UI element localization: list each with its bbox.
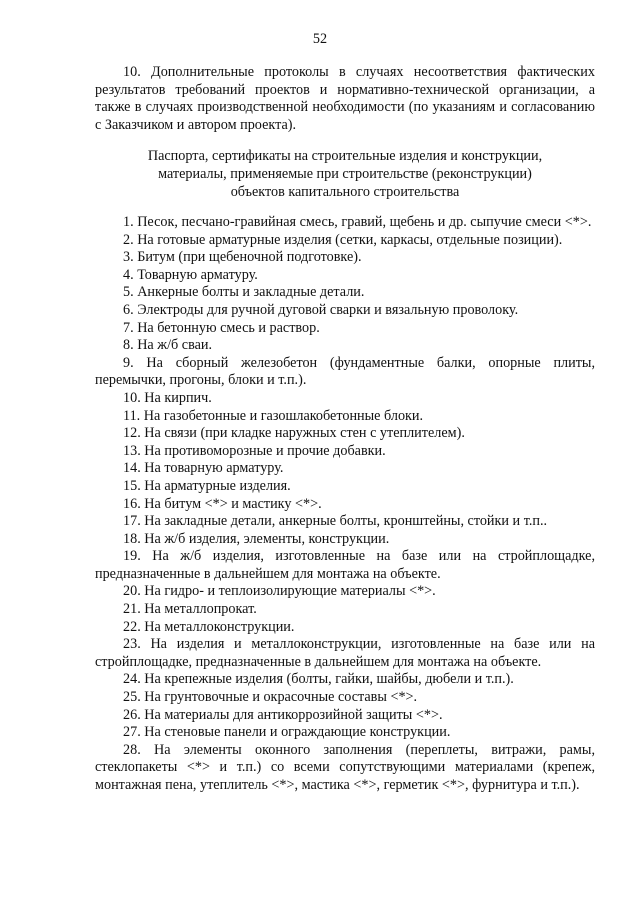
list-item-text: 26. На материалы для антикоррозийной защиты <*>. [123, 706, 443, 723]
list-item [95, 267, 595, 285]
list-item-text: 28. На элементы оконного заполнения (переплеты, витражи, рамы, стеклопакеты <*> и т.п.) со всеми сопутствующими материалами (крепеж, монтажная пена, утеплитель <*>, мастика <*>, герметик <*>, фурнитура и т.п.). [95, 741, 595, 793]
list-item [95, 707, 595, 725]
list-item-text: 23. На изделия и металлоконструкции, изготовленные на базе или на стройплощадке, предназначенные в дальнейшем для монтажа на объекте. [95, 636, 595, 670]
list-item [95, 478, 595, 496]
list-item [95, 390, 595, 408]
list-item [95, 496, 595, 514]
intro-paragraph: 10. Дополнительные протоколы в случаях несоответствия фактических результатов требований проектов и нормативно-технической организации, а также в случаях производственной необходимости (по указаниям и согласованию с Заказчиком и автором проекта). [95, 64, 595, 133]
list-item [95, 689, 595, 707]
list-item [95, 601, 595, 619]
list-item [95, 724, 595, 742]
list-item [95, 408, 595, 426]
list-item-text: 22. На металлоконструкции. [123, 618, 295, 635]
list-item-text: 25. На грунтовочные и окрасочные составы <*>. [123, 689, 418, 706]
list-item-text: 24. На крепежные изделия (болты, гайки, шайбы, дюбели и т.п.). [123, 671, 514, 688]
list-item-text: 17. На закладные детали, анкерные болты, кронштейны, стойки и т.п.. [123, 513, 548, 530]
page-number: 52 [312, 31, 328, 47]
list-item [95, 355, 595, 390]
list-item [95, 460, 595, 478]
list-item-text: 10. На кирпич. [123, 389, 212, 406]
section-heading [95, 147, 595, 201]
list-item-text: 12. На связи (при кладке наружных стен с утеплителем). [123, 425, 465, 442]
list-item [95, 425, 595, 443]
list-item-text: 1. Песок, песчано-гравийная смесь, гравий, щебень и др. сыпучие смеси <*>. [123, 214, 592, 230]
list-item-text: 20. На гидро- и теплоизолирующие материалы <*>. [123, 583, 436, 600]
list-item-text: 14. На товарную арматуру. [123, 460, 284, 477]
list-item [95, 742, 595, 795]
list-item-text: 8. На ж/б сваи. [123, 337, 213, 354]
list-item-text: 16. На битум <*> и мастику <*>. [123, 495, 322, 512]
list-item-text: 11. На газобетонные и газошлакобетонные блоки. [123, 407, 424, 424]
list-item-text: 7. На бетонную смесь и раствор. [123, 319, 320, 336]
document-list [95, 214, 595, 795]
list-item-text: 4. Товарную арматуру. [123, 266, 258, 283]
list-item [95, 619, 595, 637]
list-item-text: 9. На сборный железобетон (фундаментные балки, опорные плиты, перемычки, прогоны, блоки и т.п.). [95, 354, 595, 389]
list-item [95, 232, 595, 250]
list-item-text: 6. Электроды для ручной дуговой сварки и вязальную проволоку. [123, 301, 519, 318]
list-item-text: 2. На готовые арматурные изделия (сетки, каркасы, отдельные позиции). [123, 231, 563, 248]
list-item [95, 284, 595, 302]
list-item-text: 19. На ж/б изделия, изготовленные на базе или на стройплощадке, предназначенные в дальнейшем для монтажа на объекте. [95, 548, 595, 582]
list-item [95, 531, 595, 549]
list-item [95, 249, 595, 267]
list-item [95, 548, 595, 583]
list-item-text: 5. Анкерные болты и закладные детали. [123, 284, 365, 301]
list-item [95, 214, 595, 232]
list-item [95, 302, 595, 320]
list-item [95, 636, 595, 671]
section-heading-line: материалы, применяемые при строительстве (реконструкции) [158, 166, 532, 182]
list-item [95, 671, 595, 689]
list-item [95, 443, 595, 461]
list-item-text: 21. На металлопрокат. [123, 601, 257, 618]
list-item [95, 337, 595, 355]
list-item-text: 18. На ж/б изделия, элементы, конструкции. [123, 530, 390, 547]
list-item [95, 513, 595, 531]
list-item [95, 320, 595, 338]
list-item [95, 583, 595, 601]
section-heading-line: объектов капитального строительства [230, 184, 460, 200]
list-item-text: 27. На стеновые панели и ограждающие конструкции. [123, 724, 451, 741]
list-item-text: 15. На арматурные изделия. [123, 477, 291, 494]
list-item-text: 13. На противоморозные и прочие добавки. [123, 442, 386, 459]
list-item-text: 3. Битум (при щебеночной подготовке). [123, 249, 362, 266]
section-heading-line: Паспорта, сертификаты на строительные изделия и конструкции, [147, 148, 543, 164]
